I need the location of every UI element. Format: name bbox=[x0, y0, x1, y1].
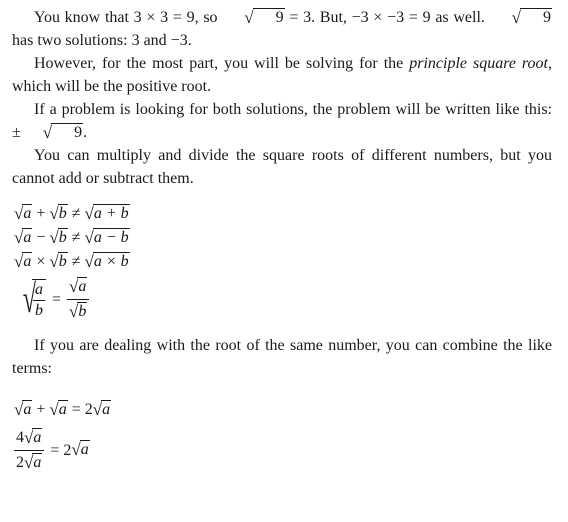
text: If a problem is looking for both solutions, the problem will be written like this: ± bbox=[12, 101, 552, 141]
radicand: a bbox=[58, 401, 67, 418]
operator: + bbox=[36, 205, 46, 222]
paragraph-square-root-solutions bbox=[12, 6, 552, 52]
radicand: 9 bbox=[253, 8, 285, 27]
radicand: a bbox=[102, 401, 111, 418]
radicand: 9 bbox=[520, 8, 552, 27]
text: has two solutions: 3 and −3. bbox=[12, 32, 192, 49]
text: However, for the most part, you will be solving for the bbox=[34, 55, 410, 72]
equation-group-rules bbox=[14, 202, 552, 322]
radicand: b bbox=[58, 229, 67, 246]
radicand: b bbox=[78, 302, 87, 320]
text: . bbox=[83, 124, 88, 141]
operator: = bbox=[51, 290, 61, 308]
equation-like-division: 4 √ a 2 √ a = 2 √ a bbox=[16, 428, 89, 472]
radicand: a + b bbox=[93, 205, 129, 222]
radicand: a × b bbox=[93, 253, 129, 270]
coefficient: 2 bbox=[63, 441, 72, 459]
radicand: a − b bbox=[93, 229, 129, 246]
sqrt-9: √ 9 bbox=[244, 8, 284, 27]
radicand: a bbox=[23, 205, 32, 222]
operator: = bbox=[50, 441, 60, 459]
italic-term: principle square root bbox=[409, 55, 548, 72]
paragraph-both-solutions bbox=[12, 98, 552, 144]
equation-addition: √ a + √ b ≠ √ a + b bbox=[14, 204, 129, 223]
equation-division: √ $\frac{a}{b}$ = √ a √ b bbox=[14, 276, 552, 322]
coefficient: 2 bbox=[84, 401, 93, 418]
equation-group-like-terms bbox=[14, 398, 552, 474]
denominator: b bbox=[34, 302, 43, 319]
radicand: a bbox=[23, 229, 32, 246]
numerator: a bbox=[33, 282, 45, 301]
coefficient: 2 bbox=[16, 453, 24, 471]
text: You know that 3 × 3 = 9, so bbox=[34, 9, 223, 26]
radicand: a bbox=[33, 429, 42, 447]
operator: ≠ bbox=[71, 205, 81, 222]
equation-subtraction: √ a − √ b ≠ √ a − b bbox=[14, 228, 129, 247]
radicand: a bbox=[33, 453, 42, 471]
operator: ≠ bbox=[71, 253, 81, 270]
sqrt-9: √ 9 bbox=[511, 8, 551, 27]
operator: − bbox=[36, 229, 46, 246]
page bbox=[12, 6, 552, 474]
radicand: b bbox=[58, 205, 67, 222]
operator: × bbox=[36, 253, 46, 270]
coefficient: 4 bbox=[16, 429, 24, 447]
equation-multiplication: √ a × √ b ≠ √ a × b bbox=[14, 252, 129, 271]
text: , which will be the positive root. bbox=[12, 55, 552, 95]
sqrt-9: √ 9 bbox=[42, 123, 83, 142]
text: = 3. But, −3 × −3 = 9 as well. bbox=[284, 9, 490, 26]
operator: ≠ bbox=[71, 229, 81, 246]
radicand: a bbox=[23, 253, 32, 270]
radicand: 9 bbox=[51, 123, 83, 142]
radicand: a bbox=[78, 278, 87, 296]
paragraph-same-number: If you are dealing with the root of the same number, you can combine the like terms: bbox=[12, 337, 552, 377]
equation-like-addition: √ a + √ a = 2 √ a bbox=[14, 400, 111, 419]
paragraph-principle-root bbox=[12, 52, 552, 98]
operator: = bbox=[71, 401, 81, 418]
radicand: b bbox=[58, 253, 67, 270]
radicand: a bbox=[23, 401, 32, 418]
operator: + bbox=[36, 401, 46, 418]
paragraph-multiply-divide: You can multiply and divide the square roots of different numbers, but you cannot add or subtract them. bbox=[12, 147, 552, 187]
radicand: a bbox=[80, 441, 89, 459]
